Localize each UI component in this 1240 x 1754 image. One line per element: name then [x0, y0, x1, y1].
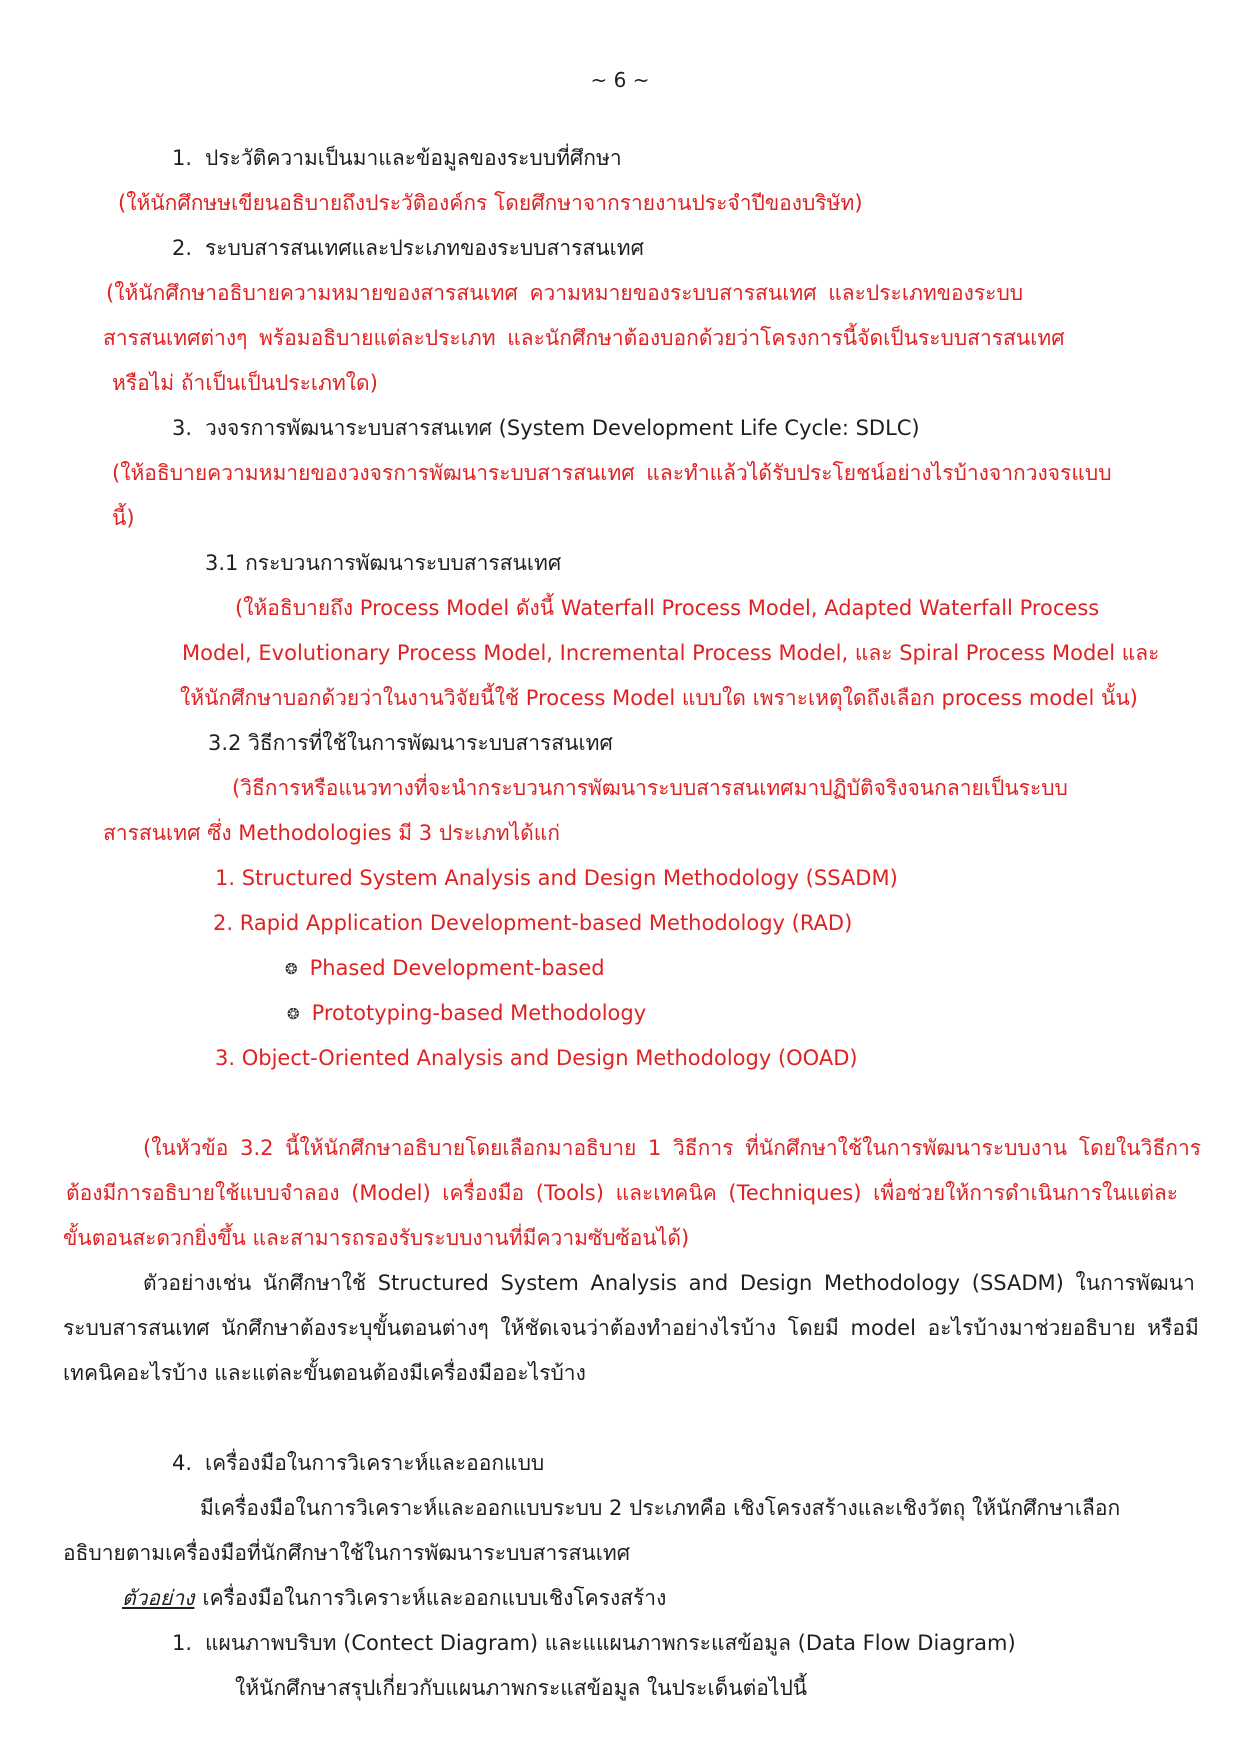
- text-line: [0, 1531, 1240, 1576]
- text-line: [0, 1216, 1240, 1261]
- line-text: ให้นักศึกษาบอกด้วยว่าในงานวิจัยนี้ใช้ Process Model แบบใด เพราะเหตุใดถึงเลือก process model นั้น): [180, 686, 1138, 710]
- line-text: Phased Development-based: [309, 956, 605, 980]
- text-line: [0, 271, 1240, 316]
- text-line: [0, 406, 1240, 451]
- line-text: สารสนเทศต่างๆ พร้อมอธิบายแต่ละประเภท และนักศึกษาต้องบอกด้วยว่าโครงการนี้จัดเป็นระบบสารสนเทศ: [103, 326, 1065, 350]
- flower-bullet-icon: ❂: [285, 960, 298, 978]
- line-text: นี้): [112, 506, 135, 530]
- text-line: [0, 766, 1240, 811]
- text-line: [0, 1576, 1240, 1621]
- text-line: [0, 1261, 1240, 1306]
- line-text: แผนภาพบริบท (Contect Diagram) และแแผนภาพกระแสข้อมูล (Data Flow Diagram): [205, 1631, 1016, 1655]
- text-line: [0, 541, 1240, 586]
- line-text: (วิธีการหรือแนวทางที่จะนำกระบวนการพัฒนาระบบสารสนเทศมาปฏิบัติจริงจนกลายเป็นระบบ: [232, 776, 1068, 800]
- text-line: [0, 901, 1240, 946]
- line-text: ขั้นตอนสะดวกยิ่งขึ้น และสามารถรองรับระบบงานที่มีความซับซ้อนได้): [63, 1226, 690, 1250]
- line-text: (ให้อธิบายถึง Process Model ดังนี้ Waterfall Process Model, Adapted Waterfall Process: [235, 596, 1100, 620]
- text-line: [0, 1171, 1240, 1216]
- text-line: [0, 1486, 1240, 1531]
- line-text: มีเครื่องมือในการวิเคราะห์และออกแบบระบบ 2 ประเภทคือ เชิงโครงสร้างและเชิงวัตถุ ให้นักศึกษาเลือก: [200, 1496, 1121, 1520]
- text-line: [0, 361, 1240, 406]
- line-text: Prototyping-based Methodology: [311, 1001, 647, 1025]
- line-number: 3.: [172, 416, 193, 440]
- line-text: 3. Object-Oriented Analysis and Design Methodology (OOAD): [215, 1046, 858, 1070]
- line-number: 4.: [172, 1451, 193, 1475]
- text-line: [0, 631, 1240, 676]
- line-text: Model, Evolutionary Process Model, Incremental Process Model, และ Spiral Process Model และ: [182, 641, 1160, 665]
- document-body: [0, 136, 1240, 1711]
- text-line: [0, 721, 1240, 766]
- line-text: เทคนิคอะไรบ้าง และแต่ละขั้นตอนต้องมีเครื่องมืออะไรบ้าง: [63, 1361, 586, 1385]
- text-line: [0, 946, 1240, 991]
- line-text: ให้นักศึกษาสรุปเกี่ยวกับแผนภาพกระแสข้อมูล ในประเด็นต่อไปนี้: [235, 1676, 808, 1700]
- blank-line: [0, 1396, 1240, 1441]
- text-line: [0, 1306, 1240, 1351]
- text-line: [0, 1036, 1240, 1081]
- line-number: 1.: [172, 146, 193, 170]
- text-line: [0, 1126, 1240, 1171]
- text-line: [0, 181, 1240, 226]
- line-text: หรือไม่ ถ้าเป็นเป็นประเภทใด): [112, 371, 378, 395]
- text-line: [0, 856, 1240, 901]
- line-text: (ในหัวข้อ 3.2 นี้ให้นักศึกษาอธิบายโดยเลือกมาอธิบาย 1 วิธีการ ที่นักศึกษาใช้ในการพัฒนาระบบงาน โดยในวิธีการ: [143, 1136, 1202, 1160]
- line-text: ประวัติความเป็นมาและข้อมูลของระบบที่ศึกษา: [205, 146, 622, 170]
- line-text: ระบบสารสนเทศและประเภทของระบบสารสนเทศ: [205, 236, 644, 260]
- line-text: 2. Rapid Application Development-based Methodology (RAD): [213, 911, 853, 935]
- line-text: เครื่องมือในการวิเคราะห์และออกแบบ: [205, 1451, 545, 1475]
- line-text: (ให้อธิบายความหมายของวงจรการพัฒนาระบบสารสนเทศ และทำแล้วได้รับประโยชน์อย่างไรบ้างจากวงจรแบบ: [112, 461, 1112, 485]
- line-text: วงจรการพัฒนาระบบสารสนเทศ (System Development Life Cycle: SDLC): [205, 416, 920, 440]
- text-line: [0, 226, 1240, 271]
- flower-bullet-icon: ❂: [287, 1005, 300, 1023]
- text-line: [0, 316, 1240, 361]
- underlined-term: ตัวอย่าง: [122, 1586, 195, 1610]
- line-text: อธิบายตามเครื่องมือที่นักศึกษาใช้ในการพัฒนาระบบสารสนเทศ: [63, 1541, 631, 1565]
- text-line: [0, 496, 1240, 541]
- blank-line: [0, 1081, 1240, 1126]
- line-text: เครื่องมือในการวิเคราะห์และออกแบบเชิงโครงสร้าง: [202, 1586, 667, 1610]
- text-line: [0, 1351, 1240, 1396]
- line-number: 1.: [172, 1631, 193, 1655]
- line-text: (ให้นักศึกษาอธิบายความหมายของสารสนเทศ ความหมายของระบบสารสนเทศ และประเภทของระบบ: [106, 281, 1024, 305]
- text-line: [0, 1621, 1240, 1666]
- text-line: [0, 811, 1240, 856]
- text-line: [0, 451, 1240, 496]
- text-line: [0, 1441, 1240, 1486]
- line-number: 2.: [172, 236, 193, 260]
- line-text: ตัวอย่างเช่น นักศึกษาใช้ Structured System Analysis and Design Methodology (SSADM) ในการพัฒนา: [143, 1271, 1195, 1295]
- line-text: ต้องมีการอธิบายใช้แบบจำลอง (Model) เครื่องมือ (Tools) และเทคนิค (Techniques) เพื่อช่วยให้การดำเนินการในแต่ละ: [66, 1181, 1179, 1205]
- text-line: [0, 136, 1240, 181]
- line-text: 3.2 วิธีการที่ใช้ในการพัฒนาระบบสารสนเทศ: [208, 731, 613, 755]
- text-line: [0, 991, 1240, 1036]
- text-line: [0, 586, 1240, 631]
- line-text: (ให้นักศึกษษเขียนอธิบายถึงประวัติองค์กร โดยศึกษาจากรายงานประจำปีของบริษัท): [118, 191, 863, 215]
- line-text: 1. Structured System Analysis and Design Methodology (SSADM): [215, 866, 898, 890]
- text-line: [0, 1666, 1240, 1711]
- line-text: สารสนเทศ ซึ่ง Methodologies มี 3 ประเภทได้แก่: [103, 821, 561, 845]
- line-text: 3.1 กระบวนการพัฒนาระบบสารสนเทศ: [205, 551, 562, 575]
- line-text: ระบบสารสนเทศ นักศึกษาต้องระบุขั้นตอนต่างๆ ให้ชัดเจนว่าต้องทำอย่างไรบ้าง โดยมี model อะไรบ้างมาช่วยอธิบาย หรือมี: [63, 1316, 1199, 1340]
- text-line: [0, 676, 1240, 721]
- page-number: ~ 6 ~: [590, 68, 650, 92]
